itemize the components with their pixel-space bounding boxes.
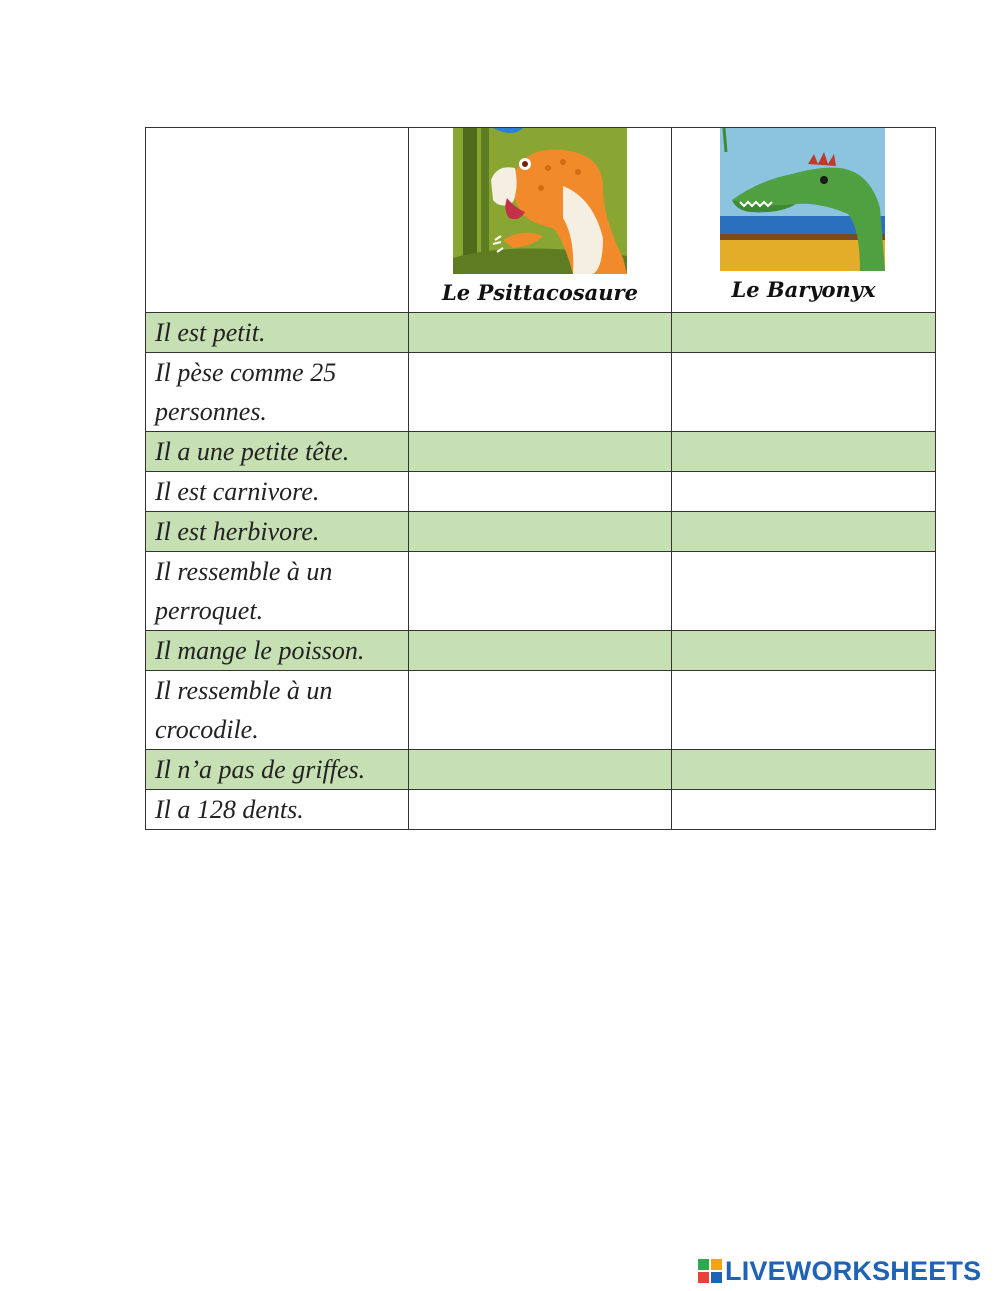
answer-cell-psittacosaurus[interactable] bbox=[409, 313, 672, 353]
statement-cell: Il n’a pas de griffes. bbox=[146, 750, 409, 790]
liveworksheets-brand[interactable] bbox=[698, 1257, 981, 1285]
answer-cell-psittacosaurus[interactable] bbox=[409, 472, 672, 512]
table-row bbox=[146, 313, 936, 353]
answer-cell-psittacosaurus[interactable] bbox=[409, 790, 672, 830]
answer-cell-psittacosaurus[interactable] bbox=[409, 512, 672, 552]
header-empty-cell bbox=[146, 128, 409, 313]
answer-cell-psittacosaurus[interactable] bbox=[409, 353, 672, 432]
liveworksheets-logo-icon bbox=[698, 1259, 722, 1283]
answer-cell-baryonyx[interactable] bbox=[672, 432, 936, 472]
baryonyx-label: Le Baryonyx bbox=[731, 277, 876, 302]
psittacosaurus-label: Le Psittacosaure bbox=[442, 280, 638, 305]
statement-cell: Il est petit. bbox=[146, 313, 409, 353]
statement-cell: Il ressemble à un crocodile. bbox=[146, 671, 409, 750]
table-row bbox=[146, 472, 936, 512]
answer-cell-baryonyx[interactable] bbox=[672, 512, 936, 552]
dinosaur-comparison-table bbox=[145, 127, 936, 830]
answer-cell-baryonyx[interactable] bbox=[672, 671, 936, 750]
statement-cell: Il est carnivore. bbox=[146, 472, 409, 512]
baryonyx-image bbox=[720, 128, 885, 271]
table-row bbox=[146, 790, 936, 830]
answer-cell-psittacosaurus[interactable] bbox=[409, 750, 672, 790]
statement-cell: Il est herbivore. bbox=[146, 512, 409, 552]
statement-cell: Il pèse comme 25 personnes. bbox=[146, 353, 409, 432]
table-row bbox=[146, 631, 936, 671]
table-row bbox=[146, 432, 936, 472]
header-baryonyx bbox=[672, 128, 936, 313]
answer-cell-baryonyx[interactable] bbox=[672, 631, 936, 671]
table-row bbox=[146, 750, 936, 790]
answer-cell-baryonyx[interactable] bbox=[672, 313, 936, 353]
answer-cell-baryonyx[interactable] bbox=[672, 552, 936, 631]
answer-cell-psittacosaurus[interactable] bbox=[409, 552, 672, 631]
psittacosaurus-image bbox=[453, 128, 627, 274]
answer-cell-baryonyx[interactable] bbox=[672, 353, 936, 432]
table-header-row bbox=[146, 128, 936, 313]
statement-cell: Il ressemble à un perroquet. bbox=[146, 552, 409, 631]
table-row bbox=[146, 552, 936, 631]
answer-cell-baryonyx[interactable] bbox=[672, 472, 936, 512]
brand-name: LIVEWORKSHEETS bbox=[725, 1255, 982, 1286]
table-row bbox=[146, 353, 936, 432]
answer-cell-baryonyx[interactable] bbox=[672, 750, 936, 790]
answer-cell-psittacosaurus[interactable] bbox=[409, 671, 672, 750]
answer-cell-psittacosaurus[interactable] bbox=[409, 631, 672, 671]
table-row bbox=[146, 671, 936, 750]
statement-cell: Il a 128 dents. bbox=[146, 790, 409, 830]
table-row bbox=[146, 512, 936, 552]
answer-cell-psittacosaurus[interactable] bbox=[409, 432, 672, 472]
header-psittacosaurus bbox=[409, 128, 672, 313]
statement-cell: Il a une petite tête. bbox=[146, 432, 409, 472]
answer-cell-baryonyx[interactable] bbox=[672, 790, 936, 830]
statement-cell: Il mange le poisson. bbox=[146, 631, 409, 671]
